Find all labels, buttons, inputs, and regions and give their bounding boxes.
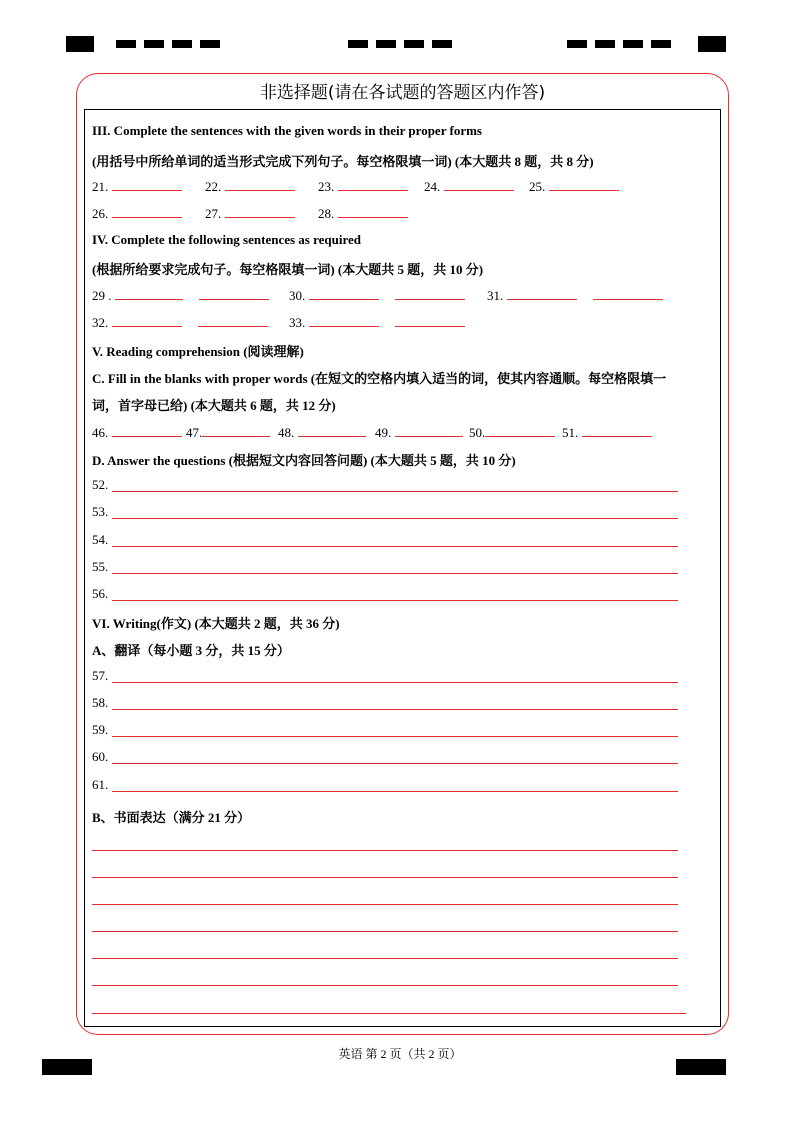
question-number: 57.: [92, 668, 109, 683]
composition-line[interactable]: [92, 985, 678, 986]
question-number: 51.: [562, 425, 579, 440]
answer-line-57[interactable]: [92, 668, 682, 684]
composition-line[interactable]: [92, 850, 678, 851]
section-6b-title: B、书面表达（满分 21 分）: [92, 810, 251, 825]
question-number: 22.: [205, 179, 222, 194]
timing-dash: [432, 40, 452, 48]
answer-blank[interactable]: [395, 423, 463, 437]
question-number: 30.: [289, 288, 306, 303]
question-number: 56.: [92, 586, 109, 601]
timing-dash: [200, 40, 220, 48]
section-5d-title: D. Answer the questions (根据短文内容回答问题) (本大题共 5 题，共 10 分): [92, 453, 516, 468]
timing-dash: [651, 40, 671, 48]
composition-line[interactable]: [92, 877, 678, 878]
answer-blank[interactable]: [309, 286, 379, 300]
answer-line-59[interactable]: [92, 722, 682, 738]
answer-line-54[interactable]: [92, 532, 682, 548]
answer-blank[interactable]: [199, 286, 269, 300]
answer-line-61[interactable]: [92, 777, 682, 793]
question-number: 27.: [205, 206, 222, 221]
answer-line-56[interactable]: [92, 586, 682, 602]
answer-blank[interactable]: [112, 177, 182, 191]
question-number: 61.: [92, 777, 109, 792]
answer-blank[interactable]: [298, 423, 366, 437]
timing-dash: [116, 40, 136, 48]
answer-line-60[interactable]: [92, 749, 682, 765]
timing-dash: [144, 40, 164, 48]
question-number: 53.: [92, 504, 109, 519]
question-number: 32.: [92, 315, 109, 330]
answer-blank[interactable]: [112, 423, 182, 437]
answer-line-52[interactable]: [92, 477, 682, 493]
answer-blank[interactable]: [338, 204, 408, 218]
section-6a-title: A、翻译（每小题 3 分，共 15 分）: [92, 643, 290, 658]
answer-blank[interactable]: [338, 177, 408, 191]
composition-line[interactable]: [92, 931, 678, 932]
question-number: 33.: [289, 315, 306, 330]
timing-dash: [348, 40, 368, 48]
question-number: 60.: [92, 749, 109, 764]
section-4-title: IV. Complete the following sentences as required: [92, 232, 362, 247]
timing-dash: [623, 40, 643, 48]
question-number: 54.: [92, 532, 109, 547]
section-5c-instruction-line1: C. Fill in the blanks with proper words (在短文的空格内填入适当的词，使其内容通顺。每空格限填一: [92, 371, 667, 386]
answer-line-58[interactable]: [92, 695, 682, 711]
answer-blank[interactable]: [507, 286, 577, 300]
page-footer: 英语 第 2 页（共 2 页）: [338, 1047, 462, 1061]
question-number: 29 .: [92, 288, 112, 303]
question-number: 46.: [92, 425, 109, 440]
answer-blank[interactable]: [582, 423, 652, 437]
question-number: 50.: [469, 425, 486, 440]
question-number: 24.: [424, 179, 441, 194]
answer-line-55[interactable]: [92, 559, 682, 575]
question-number: 58.: [92, 695, 109, 710]
question-number: 59.: [92, 722, 109, 737]
answer-blank[interactable]: [202, 423, 270, 437]
answer-blank[interactable]: [395, 286, 465, 300]
answer-blank[interactable]: [225, 204, 295, 218]
section-3-title: III. Complete the sentences with the given words in their proper forms: [92, 123, 482, 138]
answer-blank[interactable]: [549, 177, 619, 191]
composition-line[interactable]: [92, 904, 678, 905]
answer-blank[interactable]: [395, 313, 465, 327]
question-number: 47.: [186, 425, 203, 440]
answer-blank[interactable]: [593, 286, 663, 300]
question-number: 31.: [487, 288, 504, 303]
question-number: 52.: [92, 477, 109, 492]
composition-line[interactable]: [92, 958, 678, 959]
section-6-title: VI. Writing(作文) (本大题共 2 题，共 36 分): [92, 616, 340, 631]
answer-blank[interactable]: [112, 313, 182, 327]
timing-dash: [376, 40, 396, 48]
composition-line[interactable]: [92, 1013, 686, 1014]
timing-dash: [172, 40, 192, 48]
timing-dash: [404, 40, 424, 48]
section-5c-instruction-line2: 词，首字母已给) (本大题共 6 题，共 12 分): [92, 398, 336, 413]
answer-blank[interactable]: [309, 313, 379, 327]
timing-dash: [567, 40, 587, 48]
question-number: 25.: [529, 179, 546, 194]
answer-line-53[interactable]: [92, 504, 682, 520]
answer-blank[interactable]: [198, 313, 268, 327]
section-3-instruction: (用括号中所给单词的适当形式完成下列句子。每空格限填一词) (本大题共 8 题，共 8 分): [92, 154, 594, 169]
registration-mark-top-right: [698, 36, 726, 52]
answer-blank[interactable]: [444, 177, 514, 191]
page-title: 非选择题(请在各试题的答题区内作答): [259, 83, 546, 103]
question-number: 28.: [318, 206, 335, 221]
question-number: 21.: [92, 179, 109, 194]
registration-mark-top-left: [66, 36, 94, 52]
section-4-instruction: (根据所给要求完成句子。每空格限填一词) (本大题共 5 题，共 10 分): [92, 262, 484, 277]
question-number: 48.: [278, 425, 295, 440]
timing-dash: [595, 40, 615, 48]
question-number: 23.: [318, 179, 335, 194]
answer-blank[interactable]: [485, 423, 555, 437]
section-5-title: V. Reading comprehension (阅读理解): [92, 344, 304, 359]
answer-blank[interactable]: [112, 204, 182, 218]
answer-blank[interactable]: [225, 177, 295, 191]
answer-blank[interactable]: [115, 286, 183, 300]
question-number: 49.: [375, 425, 392, 440]
question-number: 26.: [92, 206, 109, 221]
question-number: 55.: [92, 559, 109, 574]
